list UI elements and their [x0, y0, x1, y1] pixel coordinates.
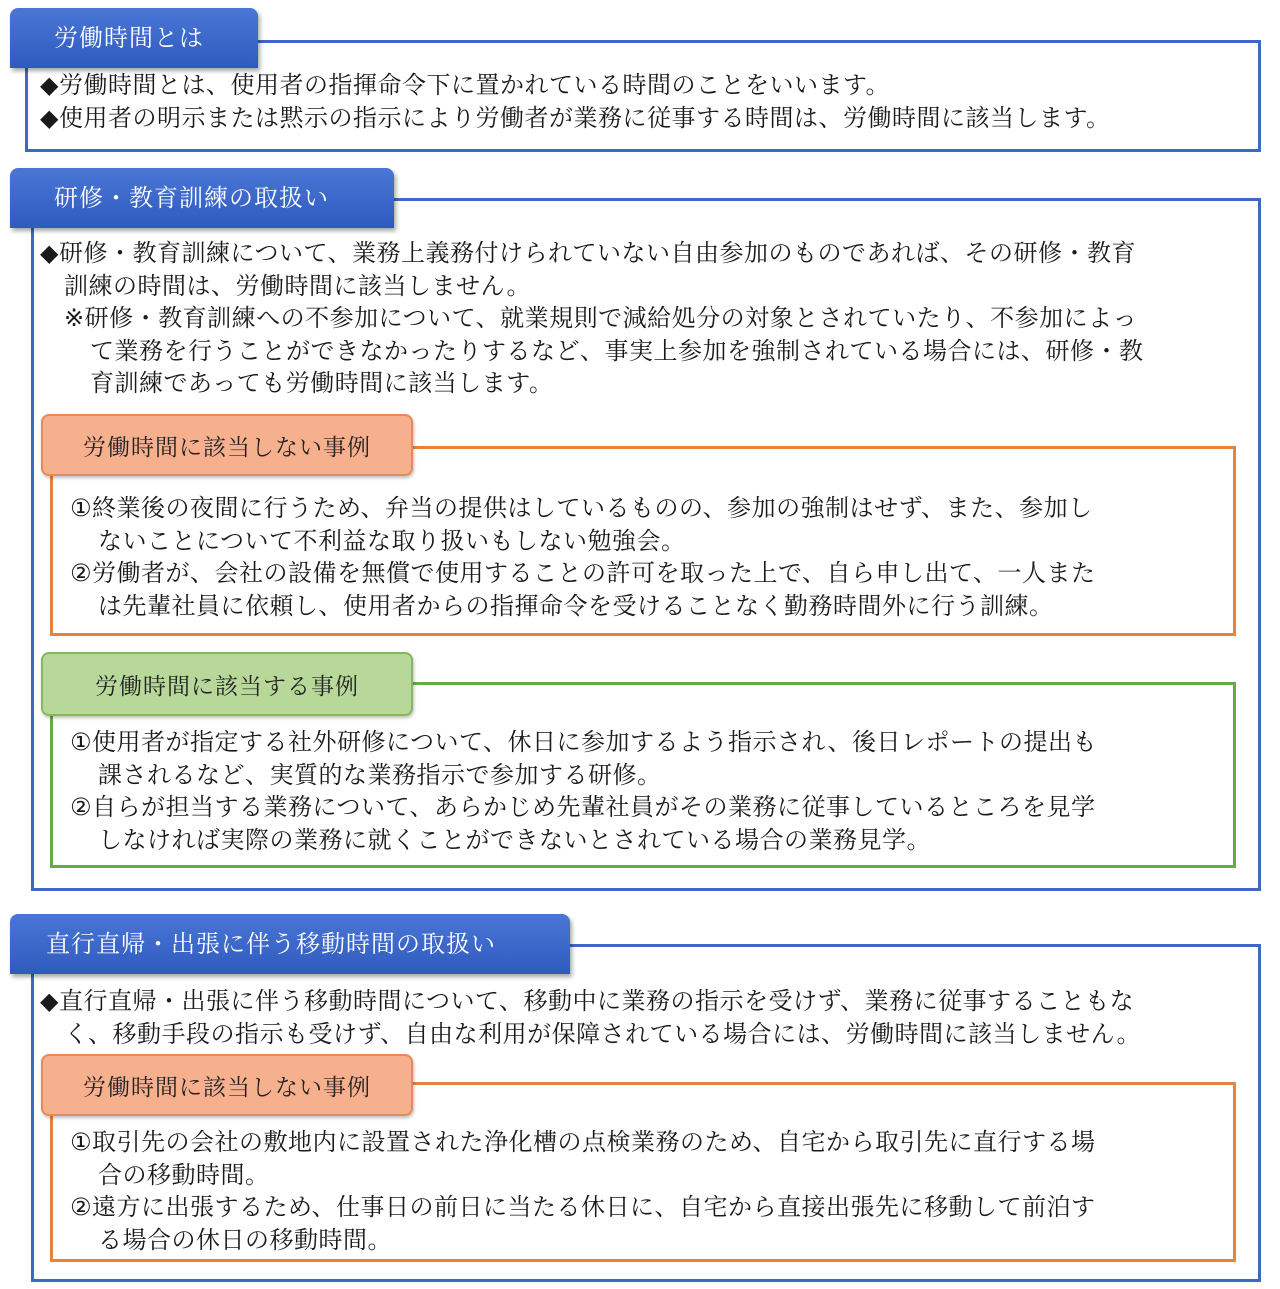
- section-working-hours-title: 労働時間とは: [10, 8, 258, 68]
- text-line: ◆使用者の明示または黙示の指示により労働者が業務に従事する時間は、労働時間に該当します。: [40, 103, 1111, 132]
- text-line: ②自らが担当する業務について、あらかじめ先輩社員がその業務に従事しているところを見学: [70, 793, 1096, 821]
- text-line: て業務を行うことができなかったりするなど、事実上参加を強制されている場合には、研修・教: [90, 336, 1144, 365]
- text-line: 訓練の時間は、労働時間に該当しません。: [64, 271, 531, 300]
- section-training-title: 研修・教育訓練の取扱い: [10, 168, 394, 228]
- text-line: は先輩社員に依頼し、使用者からの指揮命令を受けることなく勤務時間外に行う訓練。: [98, 591, 1054, 620]
- text-line: しなければ実際の業務に就くことができないとされている場合の業務見学。: [98, 825, 931, 854]
- training-applicable-label: 労働時間に該当する事例: [41, 652, 413, 716]
- training-not-applicable-text: [70, 492, 1096, 622]
- text-line: る場合の休日の移動時間。: [98, 1225, 392, 1254]
- text-line: ①使用者が指定する社外研修について、休日に参加するよう指示され、後日レポートの提出も: [70, 728, 1097, 756]
- text-line: ※研修・教育訓練への不参加について、就業規則で減給処分の対象とされていたり、不参加によっ: [64, 304, 1138, 332]
- training-not-applicable-label: 労働時間に該当しない事例: [41, 414, 413, 476]
- section-training-text: [40, 237, 1144, 400]
- text-line: ◆研修・教育訓練について、業務上義務付けられていない自由参加のものであれば、その研修・教育: [40, 239, 1136, 267]
- text-line: ◆労働時間とは、使用者の指揮命令下に置かれている時間のことをいいます。: [40, 71, 891, 99]
- text-line: 課されるなど、実質的な業務指示で参加する研修。: [98, 760, 662, 789]
- text-line: ①取引先の会社の敷地内に設置された浄化槽の点検業務のため、自宅から取引先に直行する場: [70, 1128, 1096, 1156]
- text-line: ないことについて不利益な取り扱いもしない勉強会。: [98, 526, 686, 555]
- text-line: ◆直行直帰・出張に伴う移動時間について、移動中に業務の指示を受けず、業務に従事することもな: [40, 987, 1135, 1015]
- section-working-hours-text: [40, 69, 1111, 134]
- text-line: ②遠方に出張するため、仕事日の前日に当たる休日に、自宅から直接出張先に移動して前泊す: [70, 1193, 1096, 1221]
- travel-not-applicable-label: 労働時間に該当しない事例: [41, 1054, 413, 1116]
- section-travel-title: 直行直帰・出張に伴う移動時間の取扱い: [10, 914, 570, 974]
- text-line: ②労働者が、会社の設備を無償で使用することの許可を取った上で、自ら申し出て、一人また: [70, 559, 1096, 587]
- training-applicable-text: [70, 726, 1097, 856]
- travel-not-applicable-text: [70, 1126, 1096, 1256]
- text-line: く、移動手段の指示も受けず、自由な利用が保障されている場合には、労働時間に該当しません。: [64, 1019, 1142, 1048]
- section-travel-text: [40, 985, 1141, 1050]
- text-line: ①終業後の夜間に行うため、弁当の提供はしているものの、参加の強制はせず、また、参加し: [70, 494, 1093, 522]
- text-line: 合の移動時間。: [98, 1160, 270, 1189]
- text-line: 育訓練であっても労働時間に該当します。: [90, 369, 554, 397]
